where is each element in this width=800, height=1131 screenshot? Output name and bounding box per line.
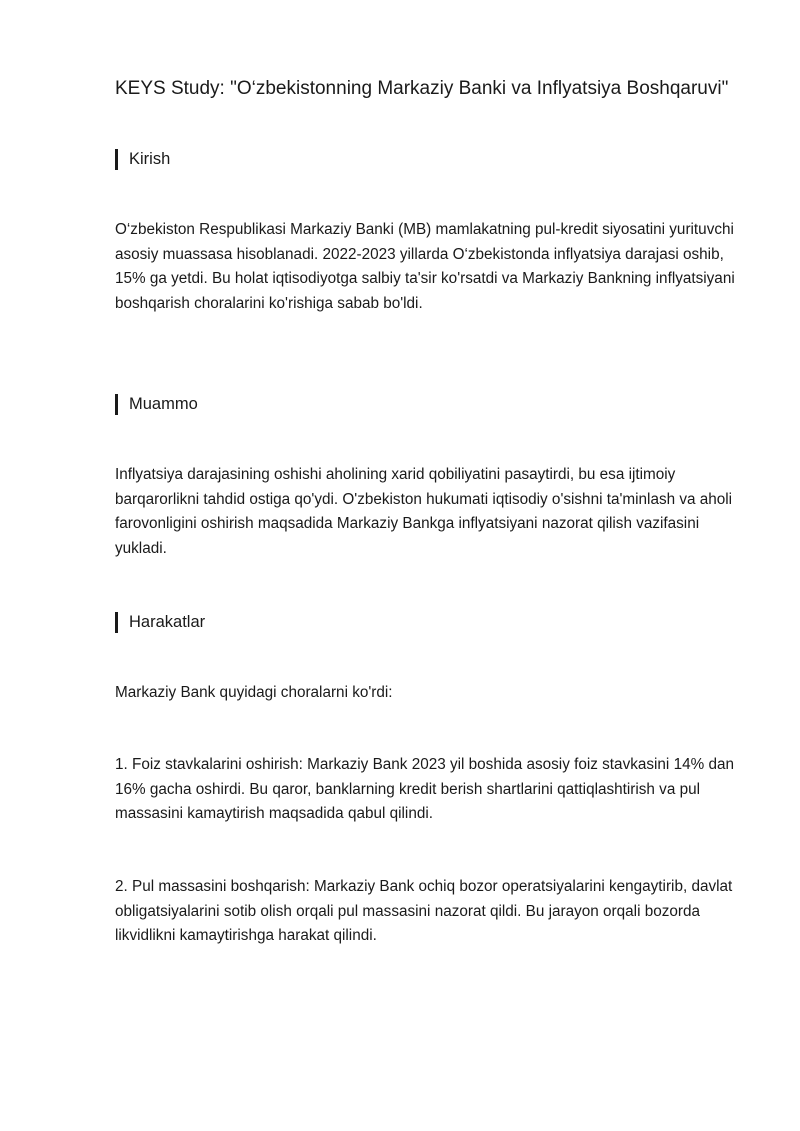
section-heading-label: Muammo <box>129 395 198 413</box>
harakatlar-intro: Markaziy Bank quyidagi choralarni ko'rdi: <box>115 684 393 701</box>
muammo-paragraph: Inflyatsiya darajasining oshishi aholining xarid qobiliyatini pasaytirdi, bu esa ijtimoiy barqarorlikni tahdid ostiga qo'ydi. O'zbekiston hukumati iqtisodiy o'sishni ta'minlash va aholi farovonligini oshirish maqsadida Markaziy Bankga inflyatsiyani nazorat qilish vazifasini yukladi. <box>115 466 733 557</box>
harakatlar-item-2: 2. Pul massasini boshqarish: Markaziy Bank ochiq bozor operatsiyalarini kengaytirib, davlat obligatsiyalarini sotib olish orqali pul massasini nazorat qildi. Bu jarayon orqali bozorda likvidlikni kamaytirishga harakat qilindi. <box>115 878 733 944</box>
heading-bar <box>115 394 118 415</box>
section-heading-muammo <box>115 393 198 415</box>
document-title: KEYS Study: "O‘zbekistonning Markaziy Banki va Inflyatsiya Boshqaruvi" <box>115 78 729 99</box>
section-heading-kirish <box>115 148 170 170</box>
kirish-paragraph: O‘zbekiston Respublikasi Markaziy Banki (MB) mamlakatning pul-kredit siyosatini yurituvchi asosiy muassasa hisoblanadi. 2022-2023 yillarda O‘zbekistonda inflyatsiya darajasi oshib, 15% ga yetdi. Bu holat iqtisodiyotga salbiy ta'sir ko'rsatdi va Markaziy Bankning inflyatsiyani boshqarish choralarini ko'rishiga sabab bo'ldi. <box>115 221 735 312</box>
section-heading-harakatlar <box>115 611 205 633</box>
section-heading-label: Kirish <box>129 150 171 168</box>
section-heading-label: Harakatlar <box>129 613 206 631</box>
heading-bar <box>115 149 118 170</box>
heading-bar <box>115 612 118 633</box>
harakatlar-item-1: 1. Foiz stavkalarini oshirish: Markaziy Bank 2023 yil boshida asosiy foiz stavkasini 14% dan 16% gacha oshirdi. Bu qaror, banklarning kredit berish shartlarini qattiqlashtirish va pul massasini kamaytirish maqsadida qabul qilindi. <box>115 756 734 822</box>
